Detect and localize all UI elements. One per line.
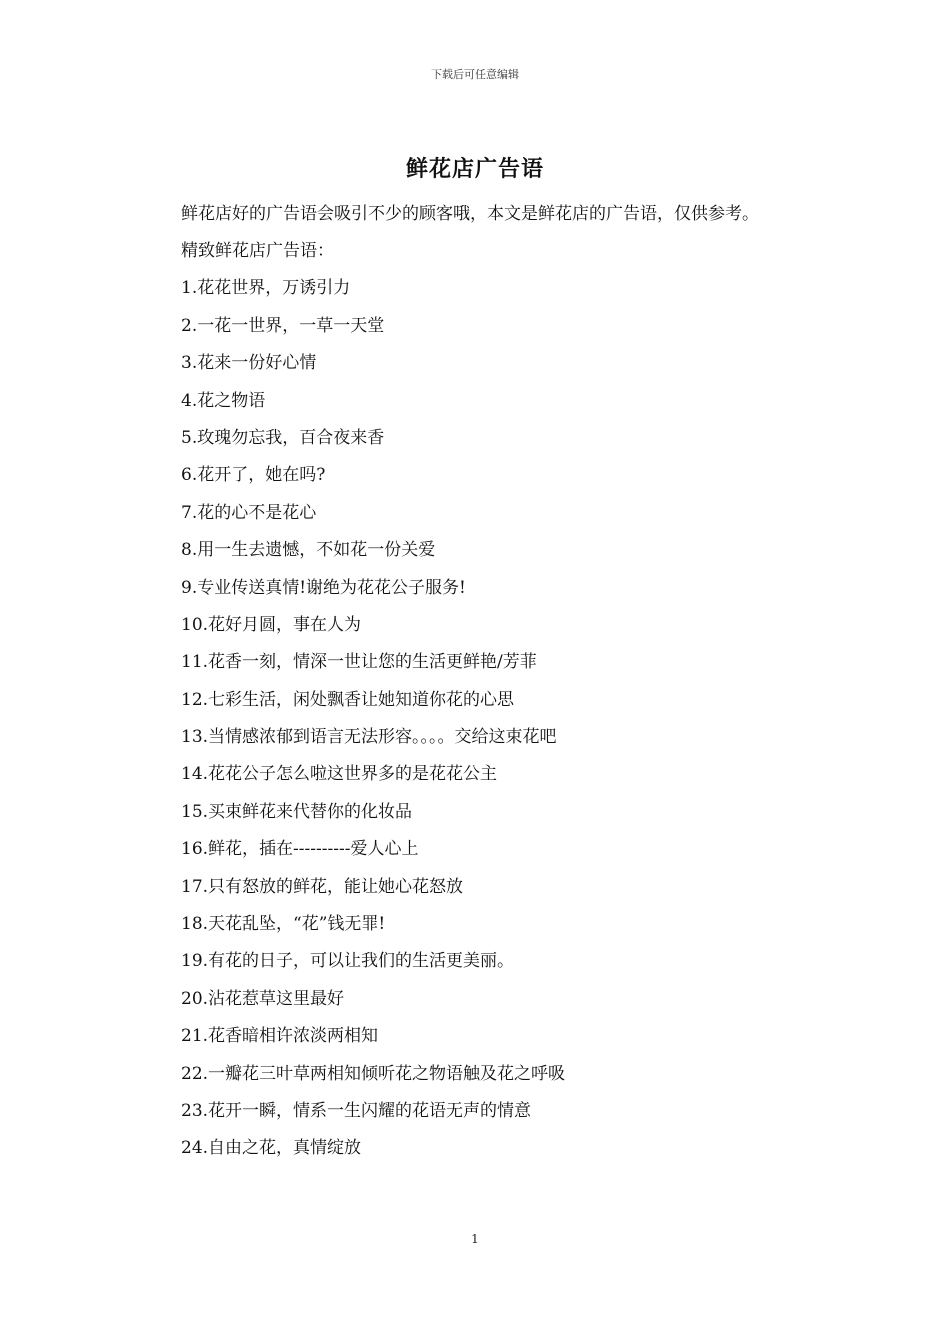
list-item: 20.沾花惹草这里最好: [181, 988, 345, 1009]
list-item: 17.只有怒放的鲜花，能让她心花怒放: [181, 876, 464, 897]
list-item: 21.花香暗相许浓淡两相知: [181, 1026, 379, 1047]
list-item: 16.鲜花，插在----------爱人心上: [181, 839, 419, 860]
list-item: 19.有花的日子，可以让我们的生活更美丽。: [181, 951, 515, 972]
list-item: 13.当情感浓郁到语言无法形容。。。。交给这束花吧: [181, 727, 557, 748]
list-item: 5.玫瑰勿忘我，百合夜来香: [181, 427, 385, 448]
list-item: 12.七彩生活，闲处飘香让她知道你花的心思: [181, 689, 515, 710]
page-header: 下载后可任意编辑: [431, 68, 519, 81]
list-item: 23.花开一瞬，情系一生闪耀的花语无声的情意: [181, 1100, 532, 1121]
list-item: 10.花好月圆，事在人为: [181, 614, 362, 635]
list-item: 11.花香一刻，情深一世让您的生活更鲜艳/芳菲: [181, 652, 537, 673]
list-item: 2.一花一世界，一草一天堂: [181, 315, 385, 336]
document-title: 鲜花店广告语: [405, 156, 544, 182]
list-item: 15.买束鲜花来代替你的化妆品: [181, 801, 413, 822]
list-item: 22.一瓣花三叶草两相知倾听花之物语触及花之呼吸: [181, 1063, 566, 1084]
intro-paragraph: 鲜花店好的广告语会吸引不少的顾客哦，本文是鲜花店的广告语，仅供参考。: [181, 204, 759, 224]
list-item: 14.花花公子怎么啦这世界多的是花花公主: [181, 764, 498, 785]
list-item: 18.天花乱坠，“花”钱无罪!: [181, 914, 386, 935]
document-body: [143, 196, 813, 1168]
list-item: 3.花来一份好心情: [181, 353, 317, 374]
list-item: 6.花开了，她在吗?: [181, 465, 326, 486]
list-item: 7.花的心不是花心: [181, 502, 317, 523]
list-item: 1.花花世界，万诱引力: [181, 278, 351, 299]
section-heading: 精致鲜花店广告语：: [181, 241, 334, 261]
list-item: 4.花之物语: [181, 390, 266, 411]
list-item: 9.专业传送真情!谢绝为花花公子服务!: [181, 577, 466, 598]
page-number: 1: [471, 1232, 479, 1246]
list-item: 24.自由之花，真情绽放: [181, 1138, 362, 1159]
list-item: 8.用一生去遗憾，不如花一份关爱: [181, 540, 436, 561]
